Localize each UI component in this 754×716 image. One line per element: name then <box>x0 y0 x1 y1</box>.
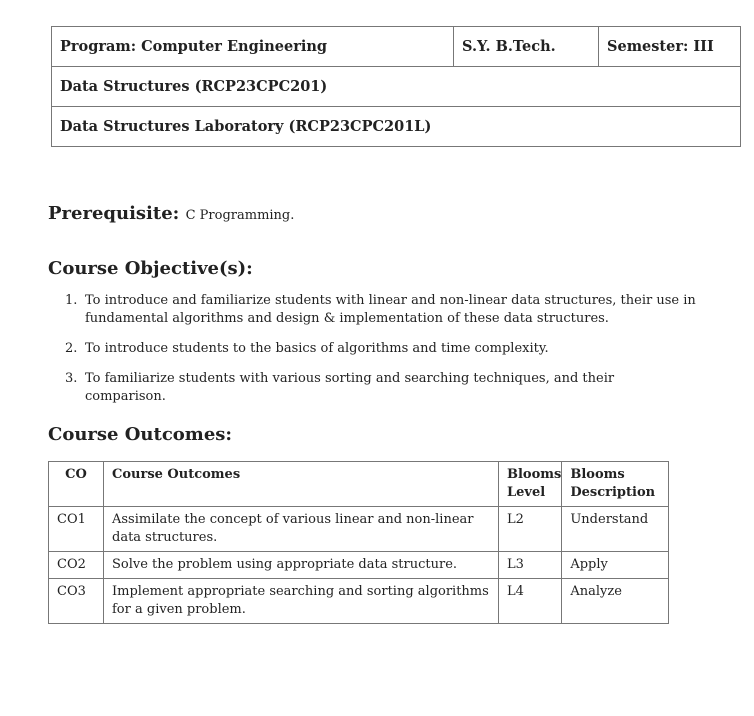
course-header-table <box>51 26 741 147</box>
table-row <box>49 507 669 552</box>
objective-text: To introduce and familiarize students with linear and non-linear data structures, their use in fundamental algorithms and design & implementation of these data structures. <box>85 293 696 326</box>
co-text: Implement appropriate searching and sorting algorithms for a given problem. <box>104 579 499 624</box>
column-header-level: Blooms Level <box>499 462 562 507</box>
prerequisite-label: Prerequisite: <box>48 203 180 224</box>
table-row <box>49 552 669 579</box>
co-level: L4 <box>499 579 562 624</box>
objective-text: To introduce students to the basics of algorithms and time complexity. <box>85 341 549 356</box>
program-cell: Program: Computer Engineering <box>52 27 454 67</box>
co-description: Understand <box>562 507 669 552</box>
prerequisite-value: C Programming. <box>185 208 295 223</box>
co-description: Analyze <box>562 579 669 624</box>
course-cell: Data Structures (RCP23CPC201) <box>52 67 741 107</box>
column-header-description: Blooms Description <box>562 462 669 507</box>
header-row <box>52 67 741 107</box>
co-id: CO2 <box>49 552 104 579</box>
column-header-outcomes: Course Outcomes <box>104 462 499 507</box>
objectives-list <box>48 292 696 418</box>
objective-number: 3. <box>65 371 78 386</box>
lab-cell: Data Structures Laboratory (RCP23CPC201L) <box>52 107 741 147</box>
semester-cell: Semester: III <box>599 27 741 67</box>
objective-item <box>48 340 696 358</box>
co-level: L2 <box>499 507 562 552</box>
objective-text: To familiarize students with various sorting and searching techniques, and their comparison. <box>85 371 615 404</box>
header-row <box>52 107 741 147</box>
co-text: Solve the problem using appropriate data structure. <box>104 552 499 579</box>
table-row <box>49 579 669 624</box>
co-id: CO3 <box>49 579 104 624</box>
objectives-heading: Course Objective(s): <box>48 258 253 279</box>
column-header-co: CO <box>49 462 104 507</box>
co-description: Apply <box>562 552 669 579</box>
prerequisite <box>48 203 294 224</box>
objective-item <box>48 370 696 406</box>
co-text: Assimilate the concept of various linear and non-linear data structures. <box>104 507 499 552</box>
header-row <box>52 27 741 67</box>
objective-number: 1. <box>65 293 78 308</box>
objective-item <box>48 292 696 328</box>
year-cell: S.Y. B.Tech. <box>454 27 599 67</box>
co-level: L3 <box>499 552 562 579</box>
outcomes-header-row <box>49 462 669 507</box>
outcomes-table <box>48 461 669 624</box>
co-id: CO1 <box>49 507 104 552</box>
objective-number: 2. <box>65 341 78 356</box>
outcomes-heading: Course Outcomes: <box>48 424 233 445</box>
